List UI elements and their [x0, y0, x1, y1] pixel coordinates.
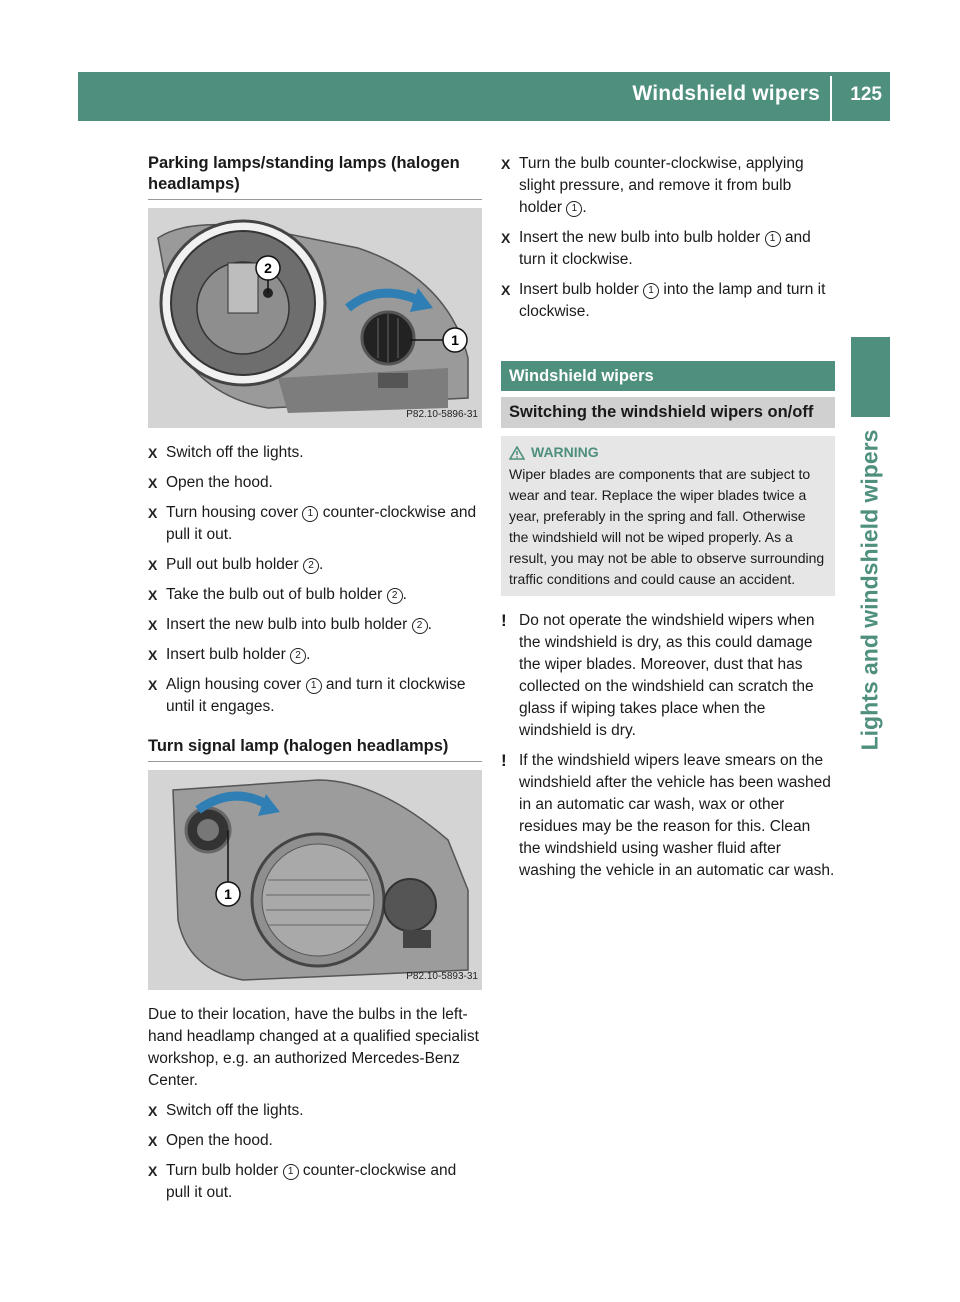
step-item	[501, 153, 835, 219]
notice-icon: !	[501, 751, 507, 770]
headlamp-illustration-1	[148, 208, 482, 428]
step-item	[148, 554, 482, 576]
callout-ref: 1	[283, 1164, 299, 1180]
callout-ref: 1	[643, 283, 659, 299]
figure-code-2: P82.10-5893-31	[406, 971, 478, 982]
workshop-note: Due to their location, have the bulbs in the left-hand headlamp changed at a qualified specialist workshop, e.g. an authorized Mercedes-Benz Center.	[148, 1006, 479, 1089]
step-text: .	[306, 646, 311, 663]
figure-parking-lamp	[148, 208, 482, 428]
callout-ref: 1	[566, 201, 582, 217]
figure-code: P82.10-5896-31	[406, 409, 478, 420]
callout-ref: 1	[765, 231, 781, 247]
step-text: Turn bulb holder	[166, 1162, 283, 1179]
step-text: counter-clockwise and pull it out.	[166, 504, 477, 543]
step-marker-icon: X	[148, 505, 158, 521]
step-text: Switch off the lights.	[166, 1102, 304, 1119]
header-title: Windshield wipers	[632, 82, 820, 105]
page-number: 125	[850, 84, 882, 105]
callout-2: 2	[264, 260, 272, 276]
figure-turn-signal	[148, 770, 482, 990]
callout-ref: 2	[412, 618, 428, 634]
header-separator	[830, 76, 832, 121]
step-marker-icon: X	[501, 156, 511, 172]
step-marker-icon: X	[148, 1133, 158, 1149]
notice-item	[501, 750, 835, 882]
notice-text: If the windshield wipers leave smears on the windshield after the vehicle has been washed in an automatic car wash, wax or other residues may be the reason for this. Clean the windshield using washer fluid after washing the vehicle in an automatic car wash.	[519, 752, 835, 879]
step-item	[148, 1130, 482, 1152]
notice-icon: !	[501, 611, 507, 630]
notice-text: Do not operate the windshield wipers when the windshield is dry, as this could damage the wiper blades. Moreover, dust that has collected on the windshield can scratch the glass if wiping takes place when the windshield is dry.	[519, 612, 815, 739]
step-marker-icon: X	[501, 282, 511, 298]
step-text: Open the hood.	[166, 1132, 273, 1149]
step-marker-icon: X	[501, 230, 511, 246]
step-marker-icon: X	[148, 647, 158, 663]
callout-1: 1	[451, 332, 459, 348]
step-text: counter-clockwise and pull it out.	[166, 1162, 457, 1201]
step-item	[501, 227, 835, 271]
step-text: Open the hood.	[166, 474, 273, 491]
warning-header	[509, 442, 827, 463]
step-text: Turn the bulb counter-clockwise, applying slight pressure, and remove it from bulb holder	[519, 155, 804, 216]
steps-bulb	[501, 153, 835, 323]
notices	[501, 610, 835, 882]
step-text: Pull out bulb holder	[166, 556, 304, 573]
step-item	[148, 1100, 482, 1122]
step-text: Insert the new bulb into bulb holder	[166, 616, 412, 633]
step-text: .	[402, 586, 407, 603]
step-text: and turn it clockwise until it engages.	[166, 676, 466, 715]
step-item	[148, 502, 482, 546]
step-marker-icon: X	[148, 1103, 158, 1119]
step-text: Insert bulb holder	[519, 281, 644, 298]
callout-ref: 1	[306, 678, 322, 694]
warning-box	[501, 436, 835, 596]
step-text: Align housing cover	[166, 676, 306, 693]
step-marker-icon: X	[148, 445, 158, 461]
step-marker-icon: X	[148, 617, 158, 633]
step-item	[501, 279, 835, 323]
step-marker-icon: X	[148, 557, 158, 573]
step-item	[148, 644, 482, 666]
step-text: .	[319, 556, 324, 573]
step-text: .	[427, 616, 432, 633]
turn-signal-heading: Turn signal lamp (halogen headlamps)	[148, 736, 482, 762]
chapter-tab	[851, 337, 890, 417]
callout-ref: 1	[302, 506, 318, 522]
step-text: Take the bulb out of bulb holder	[166, 586, 387, 603]
step-text: Switch off the lights.	[166, 444, 304, 461]
callout-ref: 2	[290, 648, 306, 664]
step-text: Insert bulb holder	[166, 646, 291, 663]
step-text: Insert the new bulb into bulb holder	[519, 229, 765, 246]
section-windshield-wipers: Windshield wipers	[501, 361, 835, 391]
callout-ref: 2	[387, 588, 403, 604]
steps-parking	[148, 442, 482, 718]
page-header	[78, 72, 890, 121]
step-marker-icon: X	[148, 475, 158, 491]
step-item	[148, 1160, 482, 1204]
chapter-label	[850, 420, 892, 760]
right-column	[501, 153, 835, 890]
step-item	[148, 614, 482, 636]
step-item	[148, 584, 482, 606]
callout-1-turn: 1	[224, 886, 232, 902]
step-text: into the lamp and turn it clockwise.	[519, 281, 826, 320]
warning-title: WARNING	[531, 444, 599, 460]
notice-item	[501, 610, 835, 742]
step-text: Turn housing cover	[166, 504, 303, 521]
step-item	[148, 442, 482, 464]
chapter-label-text: Lights and windshield wipers	[856, 429, 883, 751]
step-text: .	[582, 199, 587, 216]
headlamp-illustration-2	[148, 770, 482, 990]
step-item	[148, 472, 482, 494]
left-column	[148, 153, 482, 1212]
warning-text: Wiper blades are components that are subject to wear and tear. Replace the wiper blades twice a year, preferably in the spring and fall. Otherwise the windshield will not be wiped properly. As a result, you may not be able to observe surrounding traffic conditions and could cause an accident.	[509, 466, 825, 587]
steps-turn-signal	[148, 1100, 482, 1204]
step-text: and turn it clockwise.	[519, 229, 811, 268]
parking-lamps-heading: Parking lamps/standing lamps (halogen headlamps)	[148, 153, 482, 200]
step-marker-icon: X	[148, 587, 158, 603]
callout-ref: 2	[303, 558, 319, 574]
warning-triangle-icon	[509, 446, 525, 460]
step-marker-icon: X	[148, 1163, 158, 1179]
step-marker-icon: X	[148, 677, 158, 693]
subsection-switching: Switching the windshield wipers on/off	[501, 397, 835, 428]
step-item	[148, 674, 482, 718]
